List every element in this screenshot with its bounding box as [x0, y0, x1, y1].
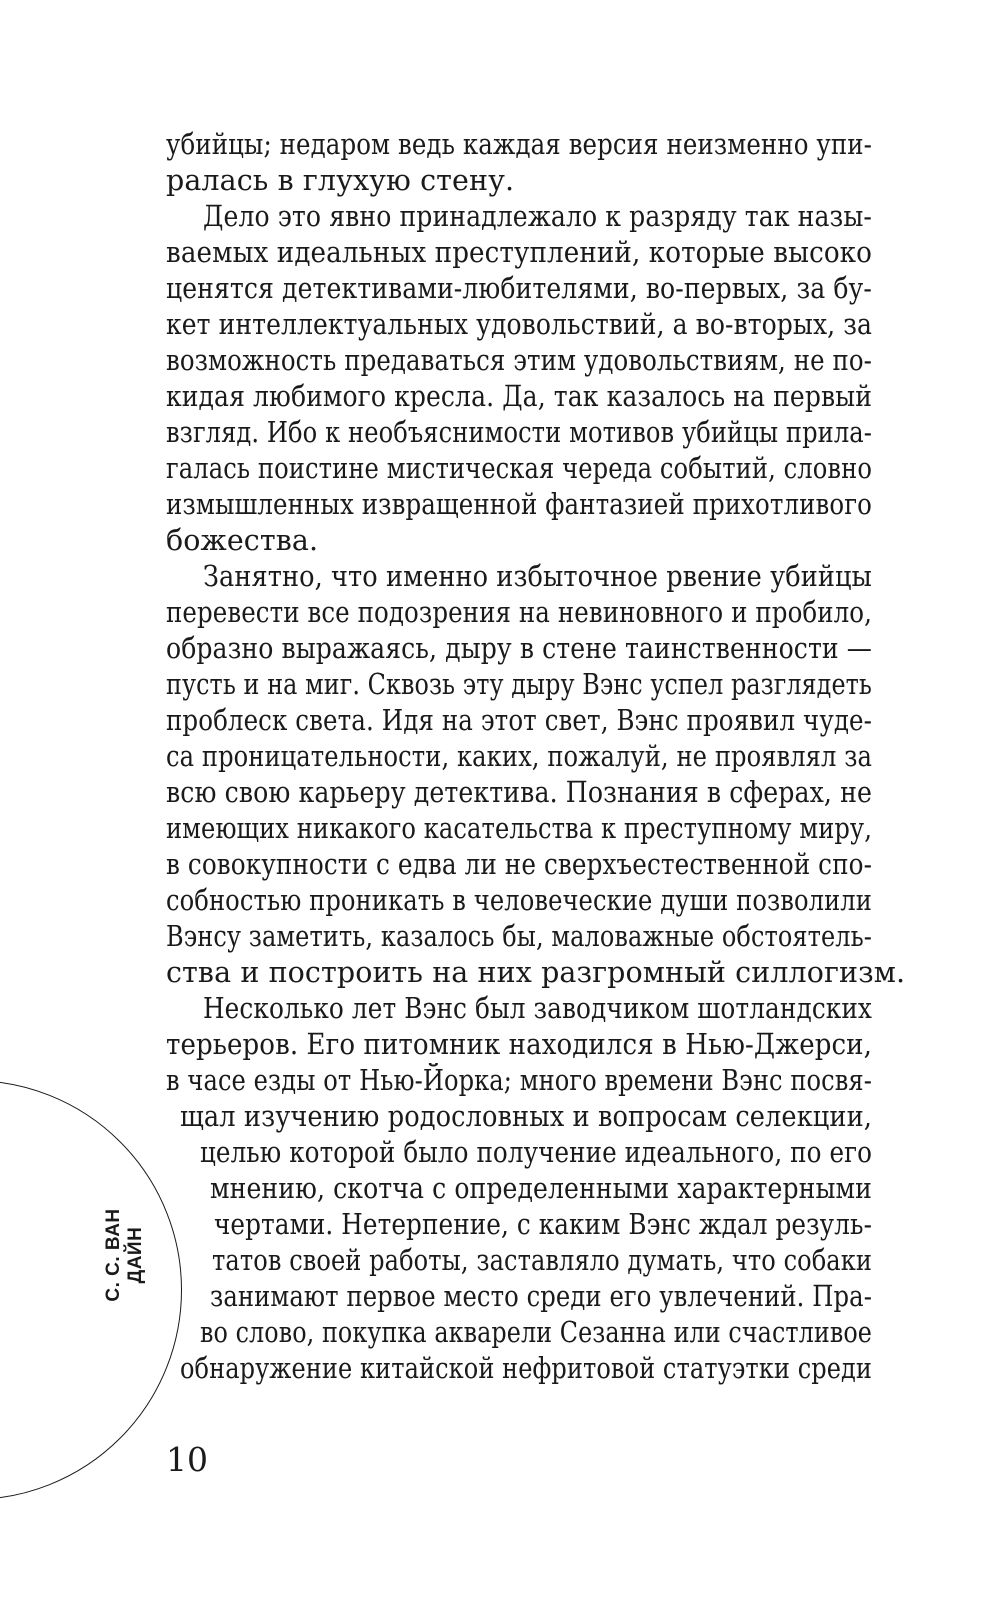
page-number: 10 — [166, 1440, 208, 1479]
text-line: Дело это явно принадлежало к разряду так назы- — [203, 200, 872, 233]
text-line: занимают первое место среди его увлечений. Пра- — [210, 1280, 872, 1313]
text-line: проблеск света. Идя на этот свет, Вэнс проявил чуде- — [166, 704, 872, 737]
text-line: татов своей работы, заставляло думать, что собаки — [212, 1244, 872, 1277]
text-line: целью которой было получение идеального, по его — [200, 1136, 872, 1169]
text-line: убийцы; недаром ведь каждая версия неизменно упи- — [166, 128, 872, 161]
text-line: са проницательности, каких, пожалуй, не проявлял за — [166, 740, 872, 773]
text-line: имеющих никакого касательства к преступному миру, — [166, 812, 872, 845]
text-line: щал изучению родословных и вопросам селекции, — [180, 1100, 872, 1133]
text-line: перевести все подозрения на невиновного и пробило, — [166, 596, 872, 629]
text-line: Занятно, что именно избыточное рвение убийцы — [203, 560, 872, 593]
text-line: в часе езды от Нью-Йорка; много времени Вэнс посвя- — [166, 1064, 872, 1097]
text-line: в совокупности с едва ли не сверхъестественной спо- — [166, 848, 872, 881]
text-line: ценятся детективами-любителями, во-первых, за бу- — [166, 272, 872, 305]
text-line: взгляд. Ибо к необъяснимости мотивов убийцы прила- — [166, 416, 872, 449]
text-line: возможность предаваться этим удовольствиям, не по- — [166, 344, 872, 377]
text-line: ралась в глухую стену. — [166, 164, 515, 197]
text-line: Несколько лет Вэнс был заводчиком шотландских — [203, 992, 872, 1025]
text-line: божества. — [166, 524, 319, 557]
text-line: пусть и на миг. Сквозь эту дыру Вэнс успел разглядеть — [166, 668, 872, 701]
text-line: всю свою карьеру детектива. Познания в сферах, не — [166, 776, 872, 809]
text-line: во слово, покупка акварели Сезанна или счастливое — [200, 1316, 872, 1349]
text-line: Вэнсу заметить, казалось бы, маловажные обстоятель- — [166, 920, 872, 953]
author-name — [102, 1200, 148, 1310]
text-line: обнаружение китайской нефритовой статуэтки среди — [180, 1352, 872, 1385]
text-line: мнению, скотча с определенными характерными — [210, 1172, 872, 1205]
text-line: чертами. Нетерпение, с каким Вэнс ждал резуль- — [214, 1208, 872, 1241]
text-line: кидая любимого кресла. Да, так казалось на первый — [166, 380, 872, 413]
text-line: ства и построить на них разгромный силлогизм. — [166, 956, 906, 989]
text-line: галась поистине мистическая череда событий, словно — [166, 452, 872, 485]
author-name-line2: ДАЙН — [125, 1226, 146, 1284]
text-line: терьеров. Его питомник находился в Нью-Джерси, — [166, 1028, 872, 1061]
text-line: образно выражаясь, дыру в стене таинственности — — [166, 632, 872, 665]
text-line: собностью проникать в человеческие души позволили — [166, 884, 872, 917]
author-name-line1: С. С. ВАН — [103, 1208, 124, 1302]
text-line: измышленных извращенной фантазией прихотливого — [166, 488, 872, 521]
text-line: ваемых идеальных преступлений, которые высоко — [166, 236, 872, 269]
text-line: кет интеллектуальных удовольствий, а во-вторых, за — [166, 308, 872, 341]
